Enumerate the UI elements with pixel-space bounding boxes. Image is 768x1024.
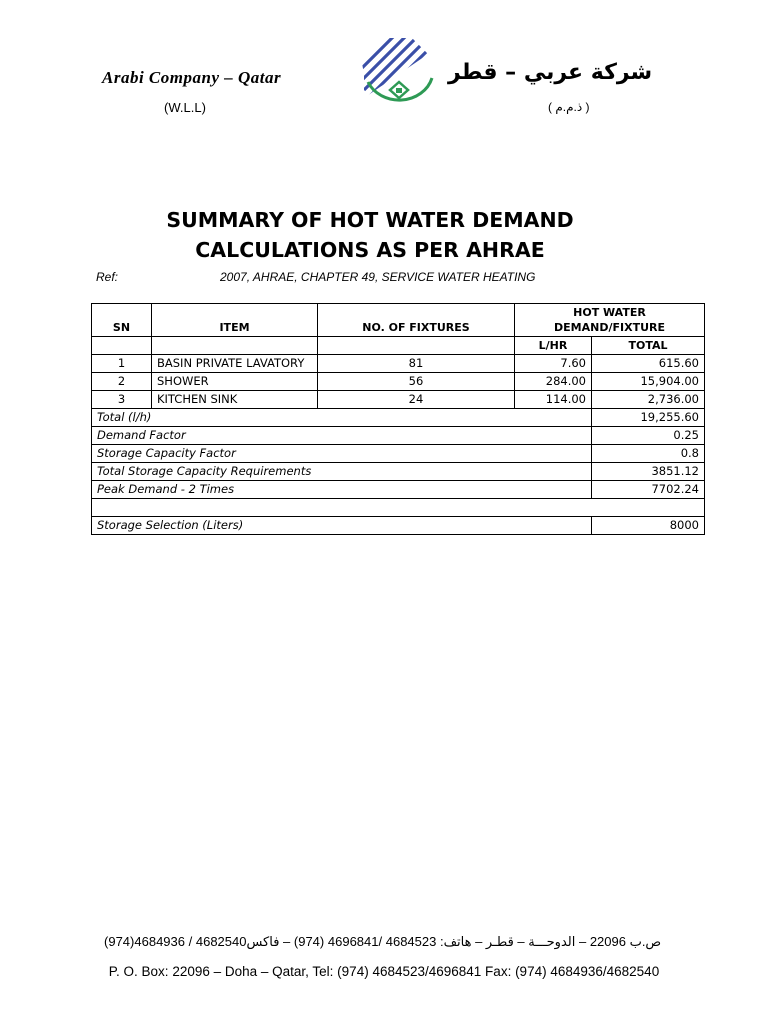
- row-item: BASIN PRIVATE LAVATORY: [152, 355, 318, 373]
- summary-label: Storage Capacity Factor: [92, 445, 592, 463]
- hot-water-demand-table: [91, 303, 705, 535]
- header-demand: [515, 304, 705, 337]
- row-total: 15,904.00: [592, 373, 705, 391]
- subheader-empty: [318, 337, 515, 355]
- table-header-row: [92, 304, 705, 337]
- summary-label: Total (l/h): [92, 409, 592, 427]
- header-demand-line-1: HOT WATER: [573, 306, 646, 319]
- summary-row: [92, 463, 705, 481]
- table-row: [92, 373, 705, 391]
- summary-row: [92, 445, 705, 463]
- row-sn: 3: [92, 391, 152, 409]
- header-sn: SN: [92, 304, 152, 337]
- row-lhr: 7.60: [515, 355, 592, 373]
- row-lhr: 114.00: [515, 391, 592, 409]
- spacer-row: [92, 499, 705, 517]
- summary-value: 7702.24: [592, 481, 705, 499]
- company-name-arabic: شركة عربي – قطر: [448, 60, 653, 85]
- ref-label: Ref:: [96, 270, 119, 284]
- selection-row: [92, 517, 705, 535]
- letterhead: [0, 0, 768, 140]
- summary-value: 0.8: [592, 445, 705, 463]
- wll-arabic: ( ذ.م.م ): [548, 100, 590, 114]
- summary-value: 19,255.60: [592, 409, 705, 427]
- ref-value: 2007, AHRAE, CHAPTER 49, SERVICE WATER HEATING: [220, 270, 536, 284]
- row-total: 2,736.00: [592, 391, 705, 409]
- row-sn: 1: [92, 355, 152, 373]
- row-item: SHOWER: [152, 373, 318, 391]
- row-total: 615.60: [592, 355, 705, 373]
- row-item: KITCHEN SINK: [152, 391, 318, 409]
- title-line-1: SUMMARY OF HOT WATER DEMAND: [166, 208, 574, 232]
- subheader-empty: [92, 337, 152, 355]
- footer-address-arabic: ص.ب 22096 – الدوحـــة – قطـر – هاتف: 4684523 /4696841 (974) – فاكس4682540 / 4684936(974): [104, 934, 662, 949]
- summary-row: [92, 427, 705, 445]
- company-logo-icon: [362, 38, 436, 108]
- row-sn: 2: [92, 373, 152, 391]
- row-fixtures: 56: [318, 373, 515, 391]
- summary-row: [92, 481, 705, 499]
- header-fixtures: NO. OF FIXTURES: [318, 304, 515, 337]
- wll-english: (W.L.L): [164, 100, 206, 115]
- footer-address-english: P. O. Box: 22096 – Doha – Qatar, Tel: (974) 4684523/4696841 Fax: (974) 4684936/4682540: [108, 964, 660, 979]
- row-lhr: 284.00: [515, 373, 592, 391]
- subheader-empty: [152, 337, 318, 355]
- summary-value: 0.25: [592, 427, 705, 445]
- summary-label: Peak Demand - 2 Times: [92, 481, 592, 499]
- summary-row: [92, 409, 705, 427]
- selection-label: Storage Selection (Liters): [92, 517, 592, 535]
- header-lhr: L/HR: [515, 337, 592, 355]
- summary-label: Demand Factor: [92, 427, 592, 445]
- title-line-2: CALCULATIONS AS PER AHRAE: [195, 238, 545, 262]
- row-fixtures: 24: [318, 391, 515, 409]
- summary-value: 3851.12: [592, 463, 705, 481]
- table-subheader-row: [92, 337, 705, 355]
- header-demand-line-2: DEMAND/FIXTURE: [554, 321, 665, 334]
- row-fixtures: 81: [318, 355, 515, 373]
- summary-label: Total Storage Capacity Requirements: [92, 463, 592, 481]
- table-row: [92, 355, 705, 373]
- header-item: ITEM: [152, 304, 318, 337]
- table-row: [92, 391, 705, 409]
- spacer-cell: [92, 499, 705, 517]
- page-title: [0, 205, 740, 265]
- header-total: TOTAL: [592, 337, 705, 355]
- company-name-english: Arabi Company – Qatar: [102, 68, 282, 87]
- selection-value: 8000: [592, 517, 705, 535]
